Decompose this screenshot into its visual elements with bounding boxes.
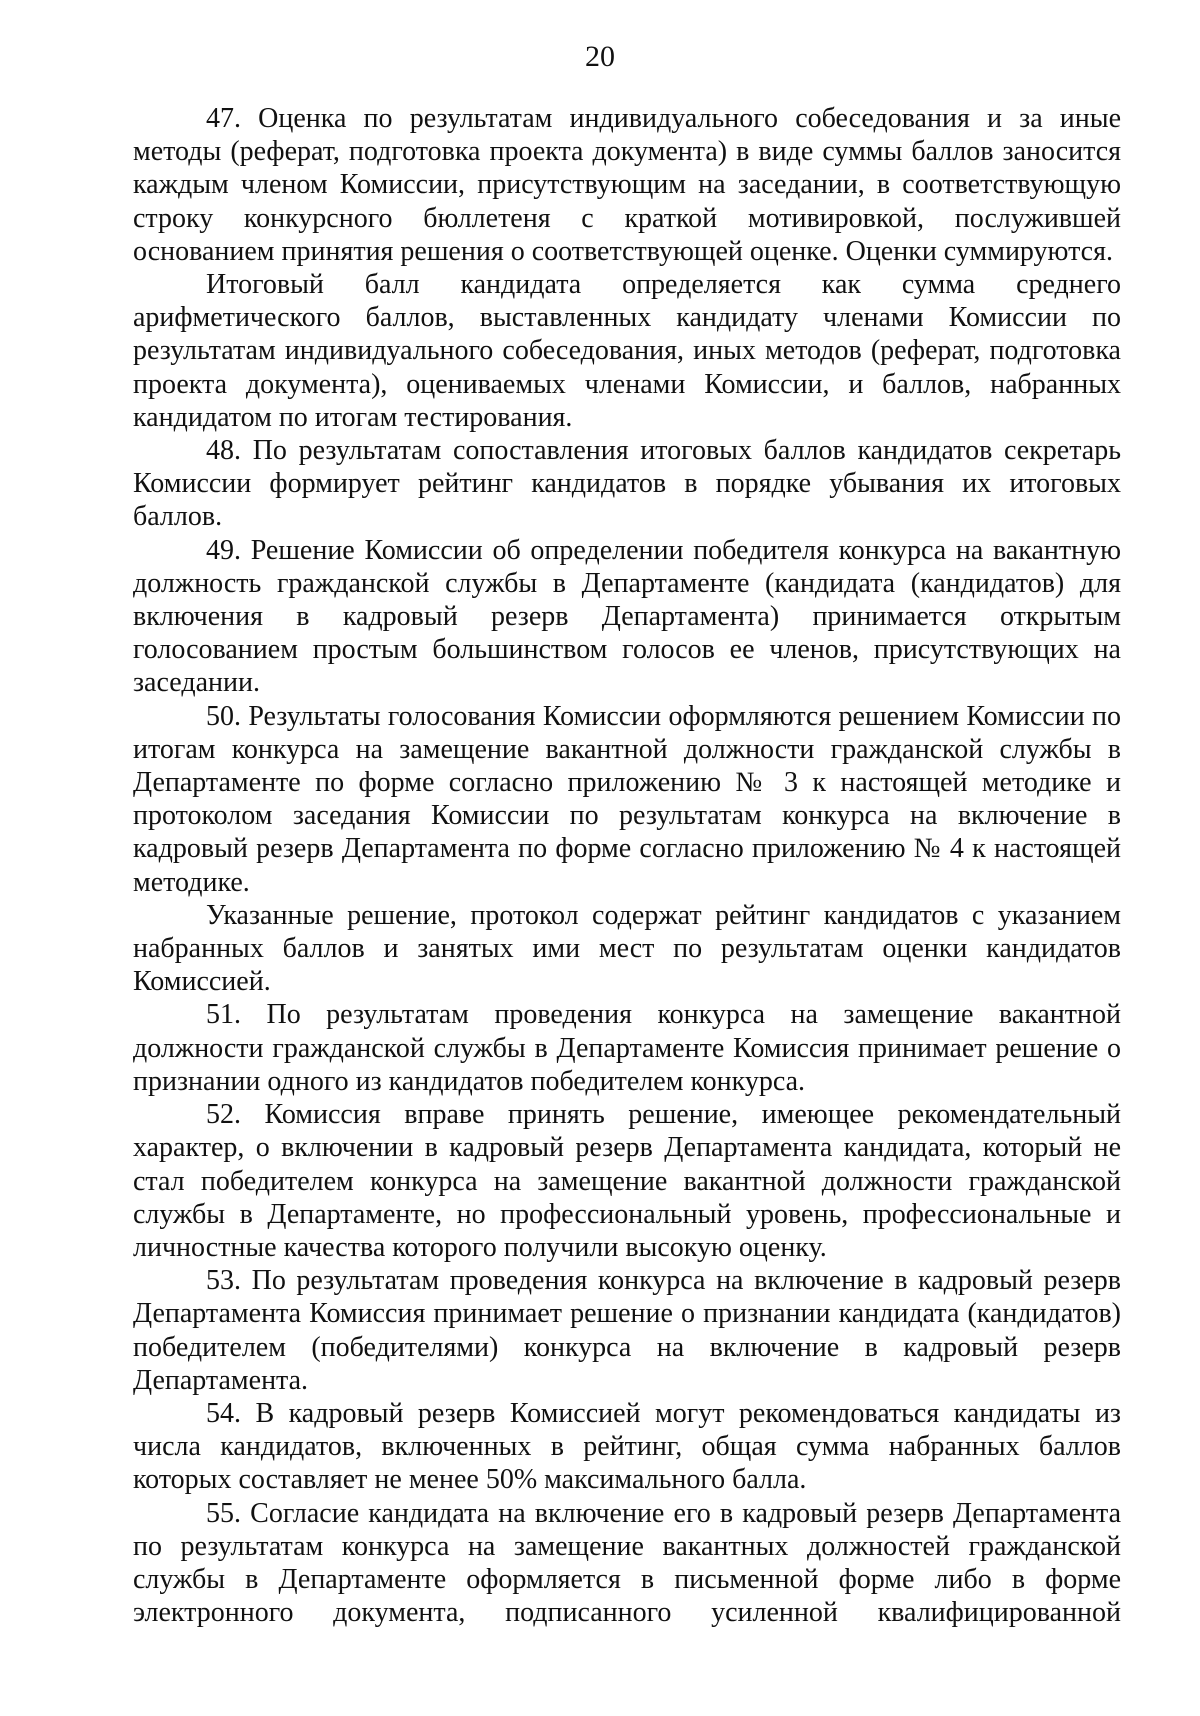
paragraph-50: 50. Результаты голосования Комиссии оформляются решением Комиссии по итогам конкурса на замещение вакантной должности гражданской службы в Департаменте по форме согласно приложению № 3 к настоящей методике и протоколом заседания Комиссии по результатам конкурса на включение в кадровый резерв Департамента по форме согласно приложению № 4 к настоящей методике. — [133, 700, 1121, 898]
paragraph-decision-protocol: Указанные решение, протокол содержат рейтинг кандидатов с указанием набранных баллов и занятых ими мест по результатам оценки кандидатов Комиссией. — [133, 899, 1121, 998]
paragraph-51: 51. По результатам проведения конкурса на замещение вакантной должности гражданской службы в Департаменте Комиссия принимает решение о признании одного из кандидатов победителем конкурса. — [133, 999, 1121, 1097]
paragraph-49: 49. Решение Комиссии об определении победителя конкурса на вакантную должность гражданской службы в Департаменте (кандидата (кандидатов) для включения в кадровый резерв Департамента) принимается открытым голосованием простым большинством голосов ее членов, присутствующих на заседании. — [133, 534, 1121, 699]
paragraph-53: 53. По результатам проведения конкурса на включение в кадровый резерв Департамента Комиссия принимает решение о признании кандидата (кандидатов) победителем (победителями) конкурса на включение в кадровый резерв Департамента. — [133, 1265, 1121, 1396]
paragraph-47: 47. Оценка по результатам индивидуального собеседования и за иные методы (реферат, подготовка проекта документа) в виде суммы баллов заносится каждым членом Комиссии, присутствующим на заседании, в соответствующую строку конкурсного бюллетеня с краткой мотивировкой, послужившей основанием принятия решения о соответствующей оценке. Оценки суммируются. — [133, 103, 1121, 267]
paragraph-55: 55. Согласие кандидата на включение его в кадровый резерв Департамента по результатам конкурса на замещение вакантных должностей гражданской службы в Департаменте оформляется в письменной форме либо в форме электронного документа, подписанного усиленной квалифицированной — [133, 1497, 1121, 1629]
paragraph-final-score: Итоговый балл кандидата определяется как сумма среднего арифметического баллов, выставленных кандидату членами Комиссии по результатам индивидуального собеседования, иных методов (реферат, подготовка проекта документа), оцениваемых членами Комиссии, и баллов, набранных кандидатом по итогам тестирования. — [133, 269, 1121, 433]
page-number: 20 — [585, 40, 615, 73]
paragraph-48: 48. По результатам сопоставления итоговых баллов кандидатов секретарь Комиссии формирует рейтинг кандидатов в порядке убывания их итоговых баллов. — [133, 435, 1121, 533]
paragraph-52: 52. Комиссия вправе принять решение, имеющее рекомендательный характер, о включении в кадровый резерв Департамента кандидата, который не стал победителем конкурса на замещение вакантной должности гражданской службы в Департаменте, но профессиональный уровень, профессиональные и личностные качества которого получили высокую оценку. — [133, 1099, 1121, 1263]
document-body — [133, 102, 1121, 1629]
paragraph-54: 54. В кадровый резерв Комиссией могут рекомендоваться кандидаты из числа кандидатов, включенных в рейтинг, общая сумма набранных баллов которых составляет не менее 50% максимального балла. — [133, 1397, 1121, 1496]
